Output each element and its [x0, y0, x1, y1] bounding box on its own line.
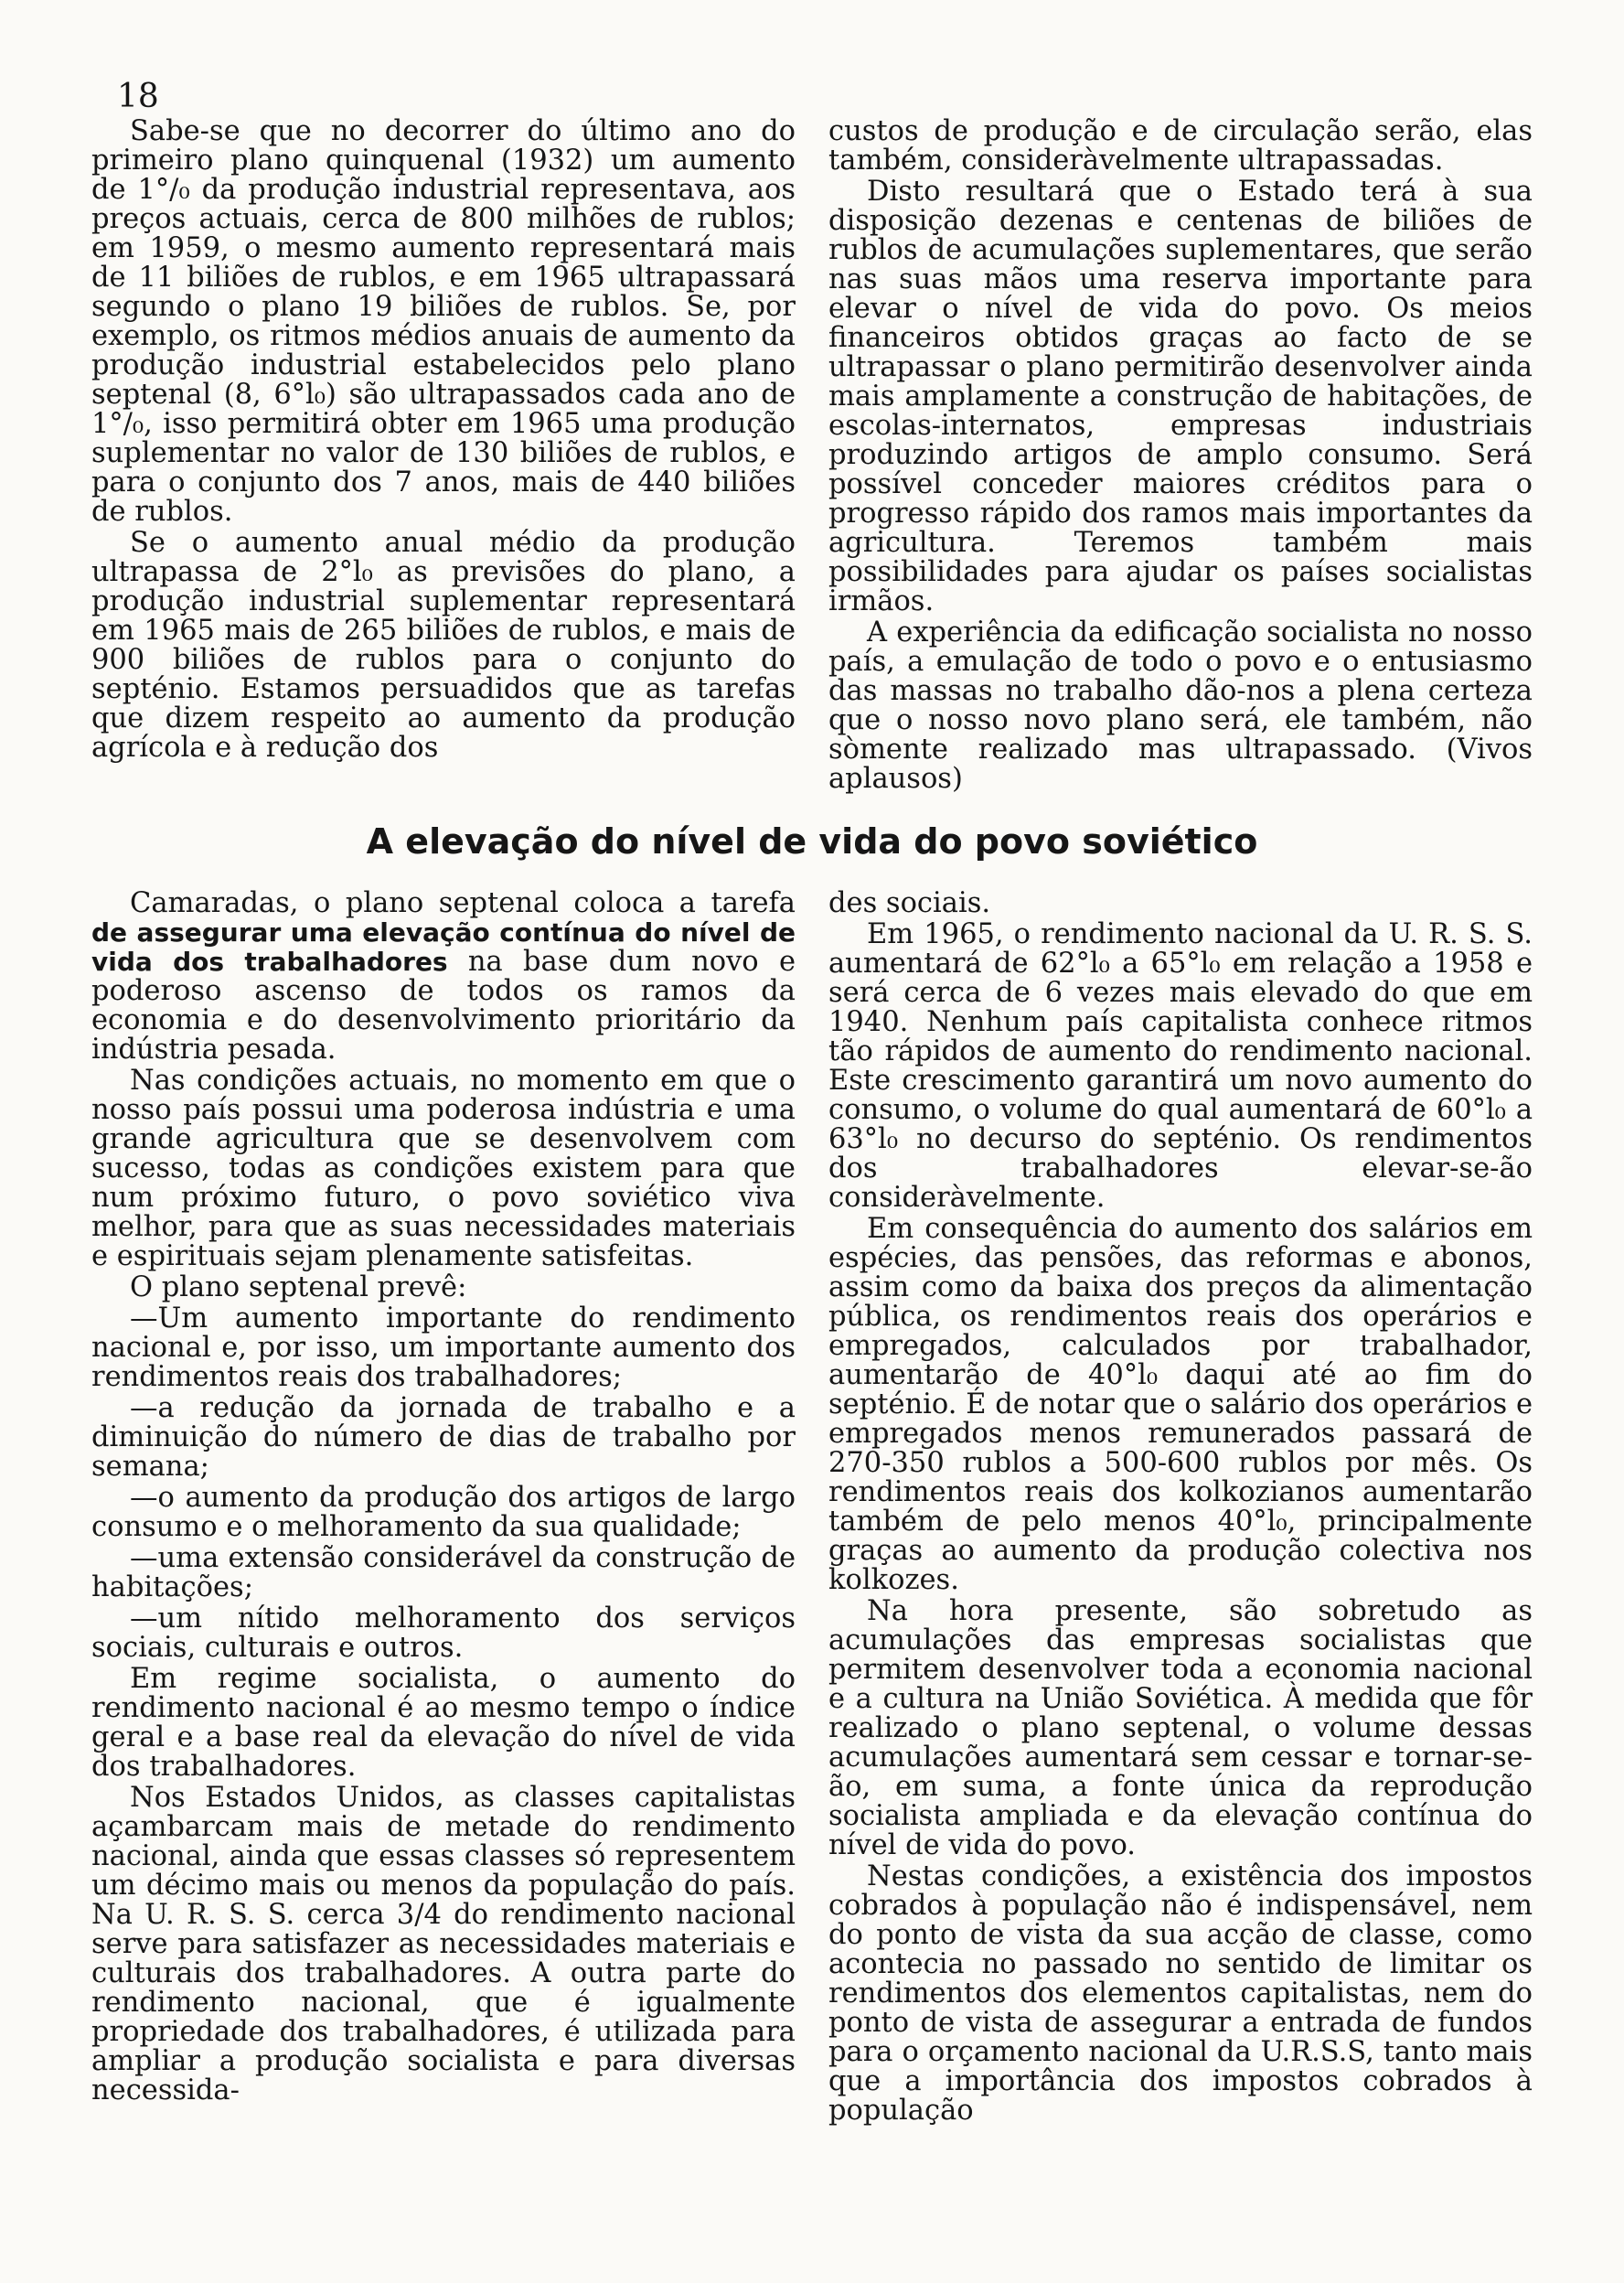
paragraph: A experiência da edificação socialista no nosso país, a emulação de todo o povo e o entusiasmo das massas no trabalho dão-nos a plena certeza que o nosso novo plano será, ele também, não sòmente realizado mas ultrapassado. (Vivos aplausos) [828, 616, 1533, 795]
list-item: —um nítido melhoramento dos serviços sociais, culturais e outros. [91, 1602, 796, 1664]
paragraph: custos de produção e de circulação serão, elas também, consideràvelmente ultrapassadas. [828, 115, 1533, 177]
bottom-right-column [828, 889, 1533, 2126]
section-heading: A elevação do nível de vida do povo soviético [366, 821, 1258, 862]
list-item: —uma extensão considerável da construção de habitações; [91, 1542, 796, 1603]
list-item: —o aumento da produção dos artigos de largo consumo e o melhoramento da sua qualidade; [91, 1482, 796, 1543]
top-left-column [91, 117, 796, 763]
text-run: na base dum novo e poderoso ascenso de todos os ramos da economia e do desenvolvimento prioritário da indústria pesada. [91, 946, 796, 1066]
list-item: —Um aumento importante do rendimento nacional e, por isso, um importante aumento dos rendimentos reais dos trabalhadores; [91, 1302, 796, 1393]
paragraph [91, 889, 796, 1065]
text-run: Camaradas, o plano septenal coloca a tarefa [130, 887, 796, 919]
paragraph: Disto resultará que o Estado terá à sua disposição dezenas e centenas de biliões de rublos de acumulações suplementares, que serão nas suas mãos uma reserva importante para elevar o nível de vida do povo. Os meios financeiros obtidos graças ao facto de se ultrapassar o plano permitirão desenvolver ainda mais amplamente a construção de habitações, de escolas-internatos, empresas industriais produzindo artigos de amplo consumo. Será possível conceder maiores créditos para o progresso rápido dos ramos mais importantes da agricultura. Teremos também mais possibilidades para ajudar os países socialistas irmãos. [828, 176, 1533, 617]
page-number: 18 [117, 78, 159, 115]
paragraph: Em 1965, o rendimento nacional da U. R. S. S. aumentará de 62°l₀ a 65°l₀ em relação a 1958 e será cerca de 6 vezes mais elevado do que em 1940. Nenhum país capitalista conhece ritmos tão rápidos de aumento do rendimento nacional. Este crescimento garantirá um novo aumento do consumo, o volume do qual aumentará de 60°l₀ a 63°l₀ no decurso do septénio. Os rendimentos dos trabalhadores elevar-se-ão consideràvelmente. [828, 918, 1533, 1214]
bottom-left-column [91, 889, 796, 2106]
emphasis-text: de assegurar uma elevação contínua do nível de vida dos trabalhadores [91, 917, 796, 977]
list-item: —a redução da jornada de trabalho e a diminuição do número de dias de trabalho por semana; [91, 1392, 796, 1483]
paragraph: Sabe-se que no decorrer do último ano do primeiro plano quinquenal (1932) um aumento de 1°/₀ da produção industrial representava, aos preços actuais, cerca de 800 milhões de rublos; em 1959, o mesmo aumento representará mais de 11 biliões de rublos, e em 1965 ultrapassará segundo o plano 19 biliões de rublos. Se, por exemplo, os ritmos médios anuais de aumento da produção industrial estabelecidos pelo plano septenal (8, 6°l₀) são ultrapassados cada ano de 1°/₀, isso permitirá obter em 1965 uma produção suplementar no valor de 130 biliões de rublos, e para o conjunto dos 7 anos, mais de 440 biliões de rublos. [91, 115, 796, 528]
top-right-column [828, 117, 1533, 794]
paragraph: Nestas condições, a existência dos impostos cobrados à população não é indispensável, nem do ponto de vista da sua acção de classe, como acontecia no passado no sentido de limitar os rendimentos dos elementos capitalistas, nem do ponto de vista de assegurar a entrada de fundos para o orçamento nacional da U.R.S.S, tanto mais que a importância dos impostos cobrados à população [828, 1860, 1533, 2127]
paragraph: Na hora presente, são sobretudo as acumulações das empresas socialistas que permitem desenvolver toda a economia nacional e a cultura na União Soviética. À medida que fôr realizado o plano septenal, o volume dessas acumulações aumentará sem cessar e tornar-se-ão, em suma, a fonte única da reprodução socialista ampliada e da elevação contínua do nível de vida do povo. [828, 1595, 1533, 1861]
paragraph: Nos Estados Unidos, as classes capitalistas açambarcam mais de metade do rendimento nacional, ainda que essas classes só representem um décimo mais ou menos da população do país. Na U. R. S. S. cerca 3/4 do rendimento nacional serve para satisfazer as necessidades materiais e culturais dos trabalhadores. A outra parte do rendimento nacional, que é igualmente propriedade dos trabalhadores, é utilizada para ampliar a produção socialista e para diversas necessida- [91, 1782, 796, 2106]
paragraph: des sociais. [828, 887, 991, 919]
paragraph: Em consequência do aumento dos salários em espécies, das pensões, das reformas e abonos, assim como da baixa dos preços da alimentação pública, os rendimentos reais dos operários e empregados, calculados por trabalhador, aumentarão de 40°l₀ daqui até ao fim do septénio. É de notar que o salário dos operários e empregados menos remunerados passará de 270-350 rublos a 500-600 rublos por mês. Os rendimentos reais dos kolkozianos aumentarão também de pelo menos 40°l₀, principalmente graças ao aumento da produção colectiva nos kolkozes. [828, 1213, 1533, 1596]
paragraph: Nas condições actuais, no momento em que o nosso país possui uma poderosa indústria e uma grande agricultura que se desenvolvem com sucesso, todas as condições existem para que num próximo futuro, o povo soviético viva melhor, para que as suas necessidades materiais e espirituais sejam plenamente satisfeitas. [91, 1065, 796, 1272]
paragraph: O plano septenal prevê: [130, 1271, 467, 1303]
paragraph: Se o aumento anual médio da produção ultrapassa de 2°l₀ as previsões do plano, a produção industrial suplementar representará em 1965 mais de 265 biliões de rublos, e mais de 900 biliões de rublos para o conjunto do septénio. Estamos persuadidos que as tarefas que dizem respeito ao aumento da produção agrícola e à redução dos [91, 527, 796, 764]
paragraph: Em regime socialista, o aumento do rendimento nacional é ao mesmo tempo o índice geral e a base real da elevação do nível de vida dos trabalhadores. [91, 1663, 796, 1783]
